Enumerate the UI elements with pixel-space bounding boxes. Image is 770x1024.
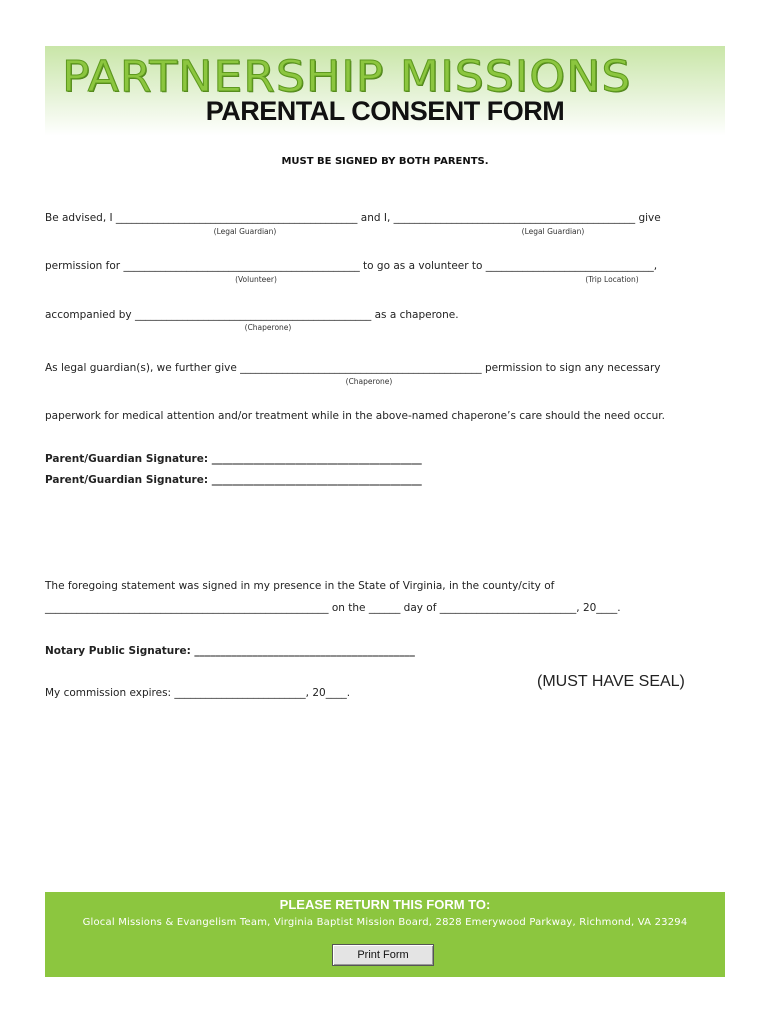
parent-signature-2: Parent/Guardian Signature: ________________________________________ <box>45 474 422 486</box>
print-form-button[interactable] <box>332 944 434 966</box>
commission-expires: My commission expires: _________________________, 20____. <box>45 687 351 699</box>
consent-line-guardians: Be advised, I ______________________________________________ and I, ______________________________________________ give <box>45 212 661 224</box>
return-form-title: PLEASE RETURN THIS FORM TO: <box>279 897 491 912</box>
seal-notice: (MUST HAVE SEAL) <box>537 673 685 690</box>
signature-notice: MUST BE SIGNED BY BOTH PARENTS. <box>281 156 489 167</box>
legal-guardian-caption-2: (Legal Guardian) <box>521 227 585 236</box>
notary-county-date-line: ______________________________________________________ on the ______ day of __________________________, 20____. <box>45 602 621 614</box>
trip-location-caption: (Trip Location) <box>585 275 639 284</box>
consent-line-volunteer: permission for _____________________________________________ to go as a volunteer to ________________________________, <box>45 260 658 272</box>
partnership-missions-logo: PARTNERSHIP MISSIONS <box>62 52 632 102</box>
consent-line-chaperone: accompanied by _____________________________________________ as a chaperone. <box>45 309 459 321</box>
notary-statement: The foregoing statement was signed in my presence in the State of Virginia, in the county/city of <box>45 580 555 592</box>
legal-guardian-caption-1: (Legal Guardian) <box>213 227 277 236</box>
return-address: Glocal Missions & Evangelism Team, Virginia Baptist Mission Board, 2828 Emerywood Parkway, Richmond, VA 23294 <box>82 917 688 928</box>
chaperone-caption-2: (Chaperone) <box>345 377 393 386</box>
form-title: PARENTAL CONSENT FORM <box>205 96 565 126</box>
consent-line-permission: As legal guardian(s), we further give ______________________________________________ permission to sign any necessary <box>45 362 661 374</box>
print-form-label: Print Form <box>357 949 409 961</box>
consent-line-medical: paperwork for medical attention and/or treatment while in the above-named chaperone’s care should the need occur. <box>45 410 665 422</box>
parent-signature-1: Parent/Guardian Signature: ________________________________________ <box>45 453 422 465</box>
volunteer-caption: (Volunteer) <box>235 275 277 284</box>
chaperone-caption: (Chaperone) <box>244 323 292 332</box>
notary-signature: Notary Public Signature: __________________________________________ <box>45 645 415 657</box>
